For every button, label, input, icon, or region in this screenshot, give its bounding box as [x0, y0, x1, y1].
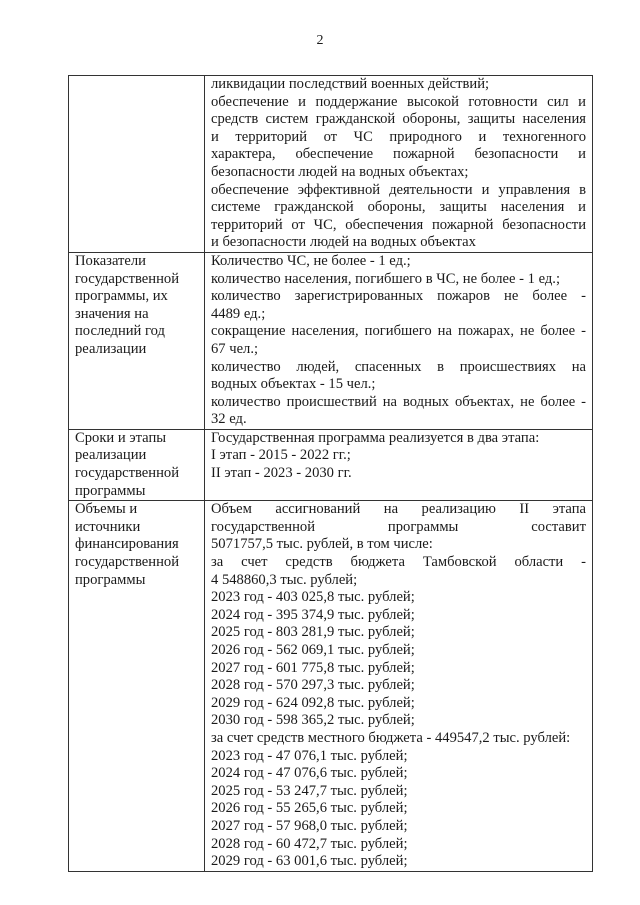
value-line: Количество ЧС, не более - 1 ед.; — [211, 252, 411, 269]
row-value-cell — [205, 252, 593, 429]
label-line: источники — [75, 518, 141, 535]
label-line: Объемы и — [75, 501, 138, 518]
value-line: ликвидации последствий военных действий; — [211, 76, 490, 92]
value-line: государственной программы составит — [211, 518, 586, 535]
value-line: территорий от ЧС, обеспечения пожарной безопасности — [211, 216, 586, 233]
value-line: 5071757,5 тыс. рублей, в том числе: — [211, 536, 433, 553]
value-line: 2028 год - 60 472,7 тыс. рублей; — [211, 835, 408, 852]
table-row — [69, 252, 593, 429]
value-line: 2023 год - 47 076,1 тыс. рублей; — [211, 747, 408, 764]
value-line: 4 548860,3 тыс. рублей; — [211, 571, 358, 588]
label-line: реализации — [75, 340, 147, 357]
label-line: последний год — [75, 323, 165, 340]
label-line: Показатели — [75, 252, 146, 269]
label-line: значения на — [75, 305, 149, 322]
value-line: II этап - 2023 - 2030 гг. — [211, 465, 352, 482]
value-line: 4489 ед.; — [211, 305, 266, 322]
label-line: государственной — [75, 270, 180, 287]
page-number: 2 — [316, 33, 324, 48]
label-line: программы, их — [75, 288, 168, 305]
value-line: и территорий от ЧС природного и техногенного — [211, 128, 586, 145]
label-line: государственной — [75, 465, 180, 482]
value-line: 2024 год - 47 076,6 тыс. рублей; — [211, 765, 408, 782]
value-line: за счет средств местного бюджета - 449547,2 тыс. рублей: — [211, 729, 571, 746]
value-line: 2027 год - 601 775,8 тыс. рублей; — [211, 659, 415, 676]
value-line: 2026 год - 55 265,6 тыс. рублей; — [211, 800, 408, 817]
value-line: характера, обеспечение пожарной безопасности и — [211, 146, 586, 163]
label-line: программы — [75, 482, 146, 499]
value-line: I этап - 2015 - 2022 гг.; — [211, 447, 351, 464]
program-passport-table — [68, 75, 593, 872]
value-line: 2030 год - 598 365,2 тыс. рублей; — [211, 712, 415, 729]
value-line: средств систем гражданской обороны, защиты населения — [211, 111, 586, 128]
value-line: системе гражданской обороны, защиты населения и — [211, 199, 586, 216]
row-value-cell — [205, 76, 593, 253]
row-label-cell — [69, 76, 205, 253]
row-value-cell — [205, 429, 593, 500]
value-line: 2025 год - 803 281,9 тыс. рублей; — [211, 624, 415, 641]
value-line: сокращение населения, погибшего на пожарах, не более - — [211, 323, 586, 340]
value-line: безопасности людей на водных объектах; — [211, 163, 469, 180]
value-line: 2027 год - 57 968,0 тыс. рублей; — [211, 817, 408, 834]
label-line: Сроки и этапы — [75, 429, 167, 446]
value-line: водных объектах - 15 чел.; — [211, 376, 376, 393]
value-line: за счет средств бюджета Тамбовской области - — [211, 554, 586, 571]
table-row — [69, 429, 593, 500]
row-label-cell — [69, 501, 205, 871]
value-line: Объем ассигнований на реализацию II этапа — [211, 501, 586, 518]
label-line: государственной — [75, 554, 180, 571]
value-line: обеспечение и поддержание высокой готовности сил и — [211, 93, 586, 110]
value-line: количество населения, погибшего в ЧС, не более - 1 ед.; — [211, 270, 561, 287]
value-line: 2026 год - 562 069,1 тыс. рублей; — [211, 642, 415, 658]
value-line: 2023 год - 403 025,8 тыс. рублей; — [211, 589, 415, 606]
label-line: реализации — [75, 447, 147, 464]
value-line: количество происшествий на водных объектах, не более - — [211, 393, 586, 410]
value-line: Государственная программа реализуется в два этапа: — [211, 429, 540, 446]
label-line: финансирования — [75, 536, 179, 553]
table-row — [69, 501, 593, 871]
value-line: количество зарегистрированных пожаров не более - — [211, 288, 586, 305]
row-label-cell — [69, 429, 205, 500]
value-line: 2029 год - 624 092,8 тыс. рублей; — [211, 694, 415, 711]
value-line: 2029 год - 63 001,6 тыс. рублей; — [211, 853, 408, 870]
row-label-cell — [69, 252, 205, 429]
value-line: количество людей, спасенных в происшествиях на — [211, 358, 586, 375]
label-line: программы — [75, 571, 146, 588]
row-value-cell — [205, 501, 593, 871]
value-line: 2025 год - 53 247,7 тыс. рублей; — [211, 782, 408, 799]
value-line: и безопасности людей на водных объектах — [211, 234, 476, 251]
value-line: 2028 год - 570 297,3 тыс. рублей; — [211, 677, 415, 694]
table-row — [69, 76, 593, 253]
value-line: 2024 год - 395 374,9 тыс. рублей; — [211, 606, 415, 623]
value-line: 67 чел.; — [211, 340, 259, 357]
value-line: обеспечение эффективной деятельности и управления в — [211, 181, 586, 198]
value-line: 32 ед. — [211, 411, 247, 428]
